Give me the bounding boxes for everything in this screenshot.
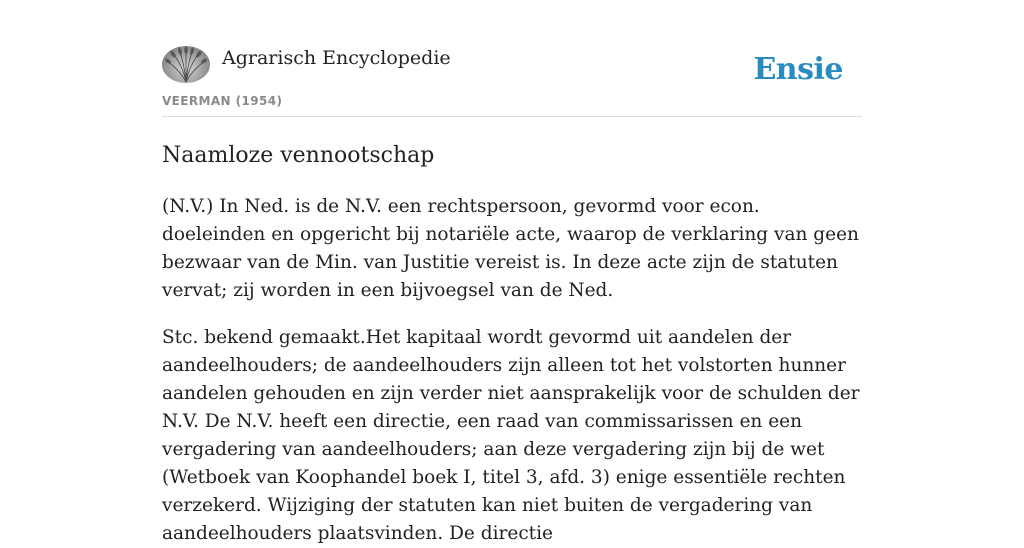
wheat-sheaf-image[interactable]	[162, 46, 210, 83]
author-label: VEERMAN (1954)	[162, 94, 283, 108]
article-paragraph-2: Stc. bekend gemaakt.Het kapitaal wordt gevormd uit aandelen der aandeelhouders; de aandeelhouders zijn alleen tot het volstorten hunner aandelen gehouden en zijn verder niet aansprakelijk voor de schulden der N.V. De N.V. heeft een directie, een raad van commissarissen en een vergadering van aandeelhouders; aan deze vergadering zijn bij de wet (Wetboek van Koophandel boek I, titel 3, afd. 3) enige essentiële rechten verzekerd. Wijziging der statuten kan niet buiten de vergadering van aandeelhouders plaatsvinden. De directie	[162, 327, 860, 544]
header	[162, 46, 862, 117]
book-title[interactable]: Agrarisch Encyclopedie	[222, 47, 451, 69]
article-title: Naamloze vennootschap	[162, 143, 435, 168]
ensie-logo-link[interactable]: Ensie	[753, 52, 843, 87]
page	[162, 0, 862, 548]
wheat-sheaf-icon	[162, 46, 210, 83]
article-paragraph-1: (N.V.) In Ned. is de N.V. een rechtspersoon, gevormd voor econ. doeleinden en opgericht bij notariële acte, waarop de verklaring van geen bezwaar van de Min. van Justitie vereist is. In deze acte zijn de statuten vervat; zij worden in een bijvoegsel van de Ned.	[162, 196, 859, 301]
